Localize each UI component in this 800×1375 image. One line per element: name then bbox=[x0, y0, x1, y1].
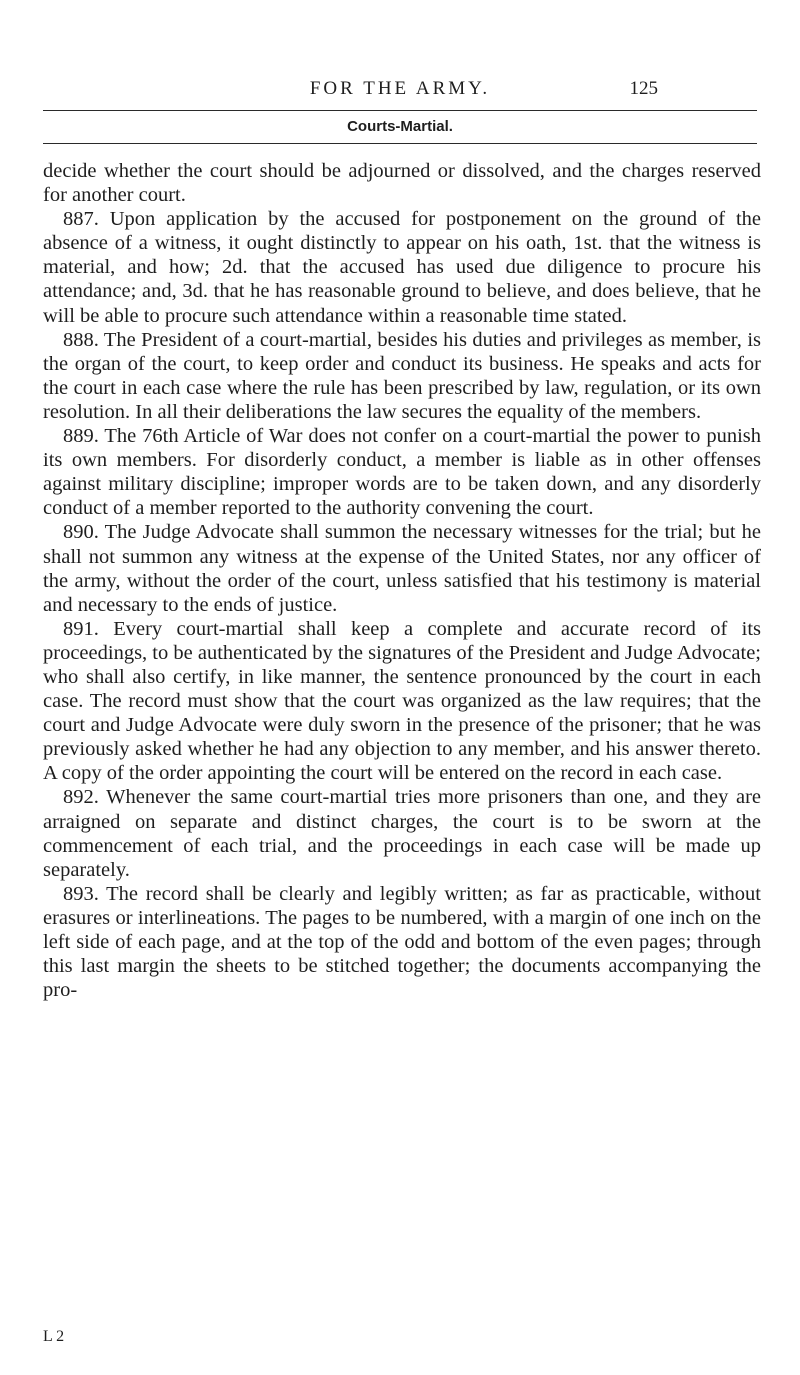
header-rule-top bbox=[43, 110, 757, 111]
paragraph-891: 891. Every court-martial shall keep a complete and accurate record of its proceedings, to be authenticated by the signatures of the President and Judge Advocate; who shall also certify, in like manner, the sentence pronounced by the court in each case. The record must show that the court was organized as the law requires; that the court and Judge Advocate were duly sworn in the presence of the prisoner; that he was previously asked whether he had any objection to any member, and his answer thereto. A copy of the order appointing the court will be entered on the record in each case. bbox=[43, 617, 761, 785]
paragraph-continuation: decide whether the court should be adjourned or dissolved, and the charges reserved for another court. bbox=[43, 160, 761, 207]
paragraph-893: 893. The record shall be clearly and legibly written; as far as practicable, without erasures or interlineations. The pages to be numbered, with a margin of one inch on the left side of each page, and at the top of the odd and bottom of the even pages; through this last margin the sheets to be stitched together; the documents accompanying the pro- bbox=[43, 882, 761, 1002]
running-head bbox=[0, 77, 800, 101]
body-text bbox=[43, 159, 761, 1002]
paragraph-889: 889. The 76th Article of War does not confer on a court-martial the power to punish its own members. For disorderly conduct, a member is liable as in other offenses against military discipline; improper words are to be taken down, and any disorderly conduct of a member reported to the authority convening the court. bbox=[43, 425, 761, 520]
paragraph-890: 890. The Judge Advocate shall summon the necessary witnesses for the trial; but he shall not summon any witness at the expense of the United States, nor any officer of the army, without the order of the court, unless satisfied that his testimony is material and necessary to the ends of justice. bbox=[43, 521, 761, 616]
paragraph-892: 892. Whenever the same court-martial tries more prisoners than one, and they are arraigned on separate and distinct charges, the court is to be sworn at the commencement of each trial, and the proceedings in each case will be made up separately. bbox=[43, 786, 761, 881]
signature-mark: L 2 bbox=[43, 1328, 65, 1345]
section-title: Courts-Martial. bbox=[347, 118, 453, 135]
paragraph-888: 888. The President of a court-martial, besides his duties and privileges as member, is the organ of the court, to keep order and conduct its business. He speaks and acts for the court in each case where the rule has been prescribed by law, regulation, or its own resolution. In all their deliberations the law secures the equality of the members. bbox=[43, 328, 761, 423]
running-title: FOR THE ARMY. bbox=[309, 78, 491, 99]
page-number: 125 bbox=[629, 78, 658, 99]
paragraph-887: 887. Upon application by the accused for postponement on the ground of the absence of a witness, it ought distinctly to appear on his oath, 1st. that the witness is material, and how; 2d. that the accused has used due diligence to procure his attendance; and, 3d. that he has reasonable ground to believe, and does believe, that he will be able to procure such attendance within a reasonable time stated. bbox=[43, 208, 761, 327]
header-rule-bottom bbox=[43, 143, 757, 144]
